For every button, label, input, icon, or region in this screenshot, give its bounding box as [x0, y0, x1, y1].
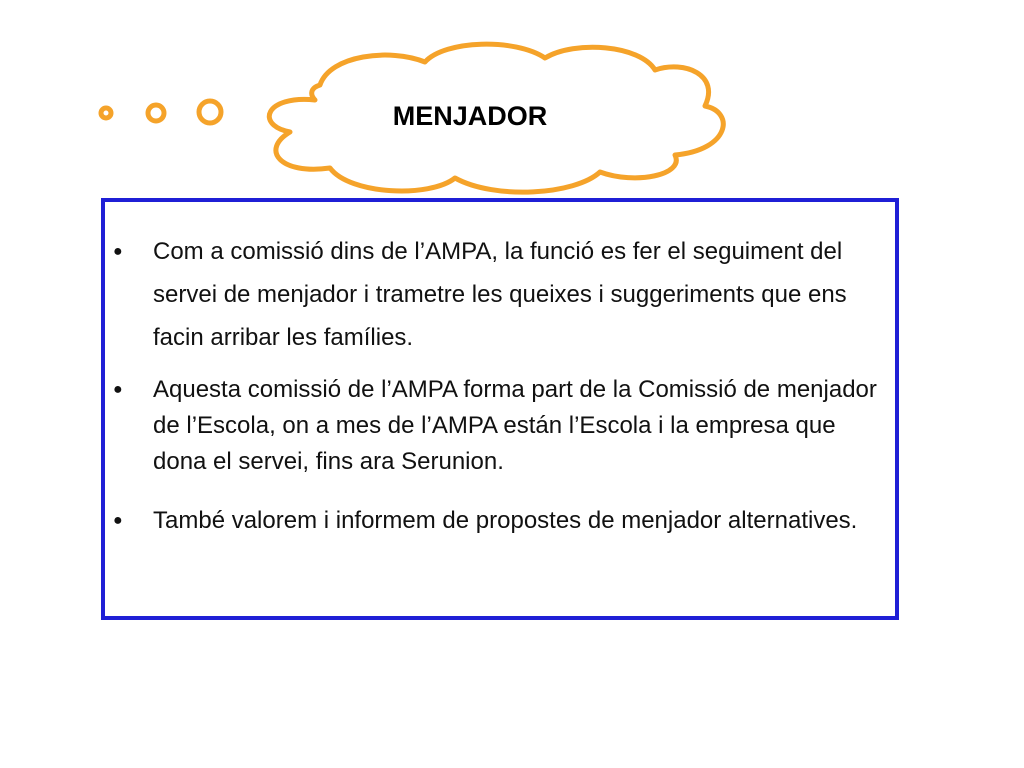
thought-dot-small: [101, 108, 111, 118]
bullet-text: Com a comissió dins de l’AMPA, la funció es fer el seguiment del servei de menjador i trametre les queixes i suggeriments que ens facin arribar les famílies.: [153, 238, 847, 351]
thought-dot-medium: [148, 105, 164, 121]
bullet-marker: ●: [113, 512, 123, 529]
content-box: [101, 198, 899, 620]
thought-dot-large: [199, 101, 221, 123]
bullet-text: També valorem i informem de propostes de menjador alternatives.: [153, 507, 858, 534]
thought-bubble-dots: [0, 0, 240, 140]
bullet-marker: ●: [113, 381, 123, 398]
list-item: [105, 230, 865, 359]
page-title: MENJADOR: [392, 101, 548, 131]
bullet-marker: ●: [113, 243, 123, 260]
list-item: [105, 372, 877, 480]
list-item: [105, 499, 865, 542]
bullet-text: Aquesta comissió de l’AMPA forma part de la Comissió de menjador de l’Escola, on a mes de l’AMPA están l’Escola i la empresa que dona el servei, fins ara Serunion.: [153, 376, 877, 475]
